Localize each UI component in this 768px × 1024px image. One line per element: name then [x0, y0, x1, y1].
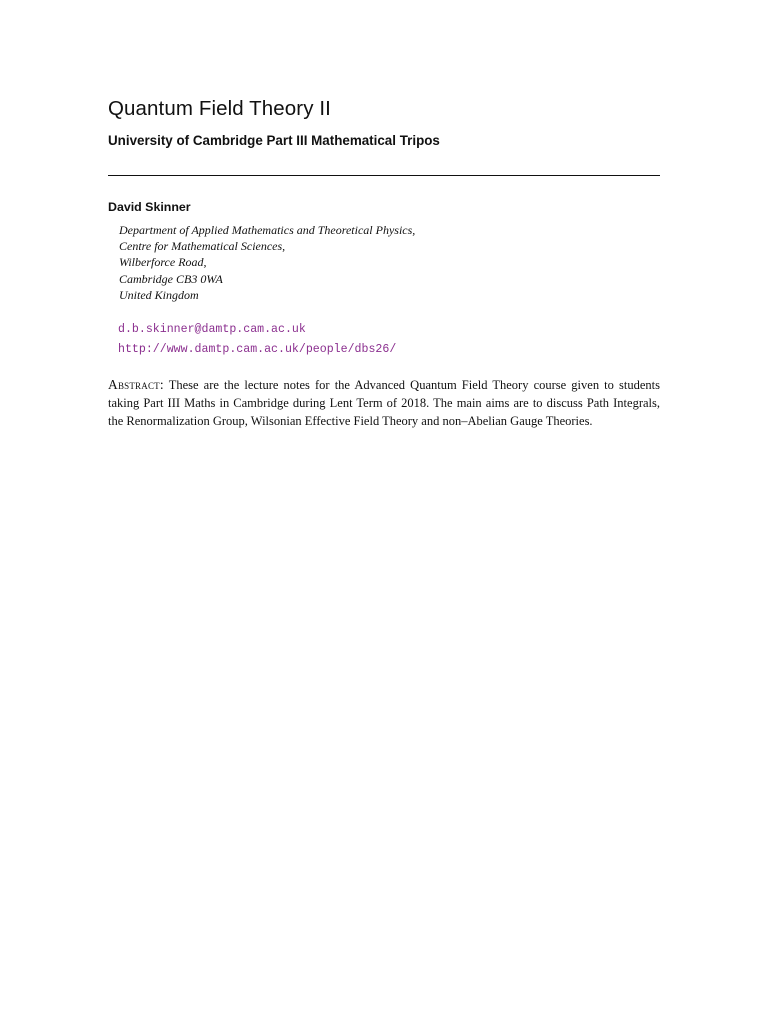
- author-affiliation: [119, 222, 660, 303]
- homepage-link[interactable]: http://www.damtp.cam.ac.uk/people/dbs26/: [118, 343, 397, 357]
- affiliation-line: Wilberforce Road,: [119, 255, 207, 270]
- document-subtitle: University of Cambridge Part III Mathematical Tripos: [108, 133, 440, 148]
- affiliation-line: United Kingdom: [119, 287, 199, 302]
- author-name: David Skinner: [108, 200, 191, 214]
- abstract: [108, 376, 660, 430]
- affiliation-line: Department of Applied Mathematics and Theoretical Physics,: [119, 223, 416, 237]
- email-item: [118, 320, 660, 340]
- abstract-label: Abstract:: [108, 377, 164, 393]
- abstract-text: These are the lecture notes for the Advanced Quantum Field Theory course given to students taking Part III Maths in Cambridge during Lent Term of 2018. The main aims are to discuss Path Integrals, the Renormalization Group, Wilsonian Effective Field Theory and non–Abelian Gauge Theories.: [108, 378, 660, 429]
- homepage-item: [118, 340, 660, 360]
- affiliation-line: Cambridge CB3 0WA: [119, 271, 223, 286]
- title-rule: [108, 175, 660, 176]
- document-title: Quantum Field Theory II: [108, 97, 331, 120]
- author-contacts: [118, 320, 660, 360]
- title-page: [108, 96, 660, 430]
- affiliation-line: Centre for Mathematical Sciences,: [119, 239, 286, 254]
- email-link[interactable]: d.b.skinner@damtp.cam.ac.uk: [118, 323, 306, 337]
